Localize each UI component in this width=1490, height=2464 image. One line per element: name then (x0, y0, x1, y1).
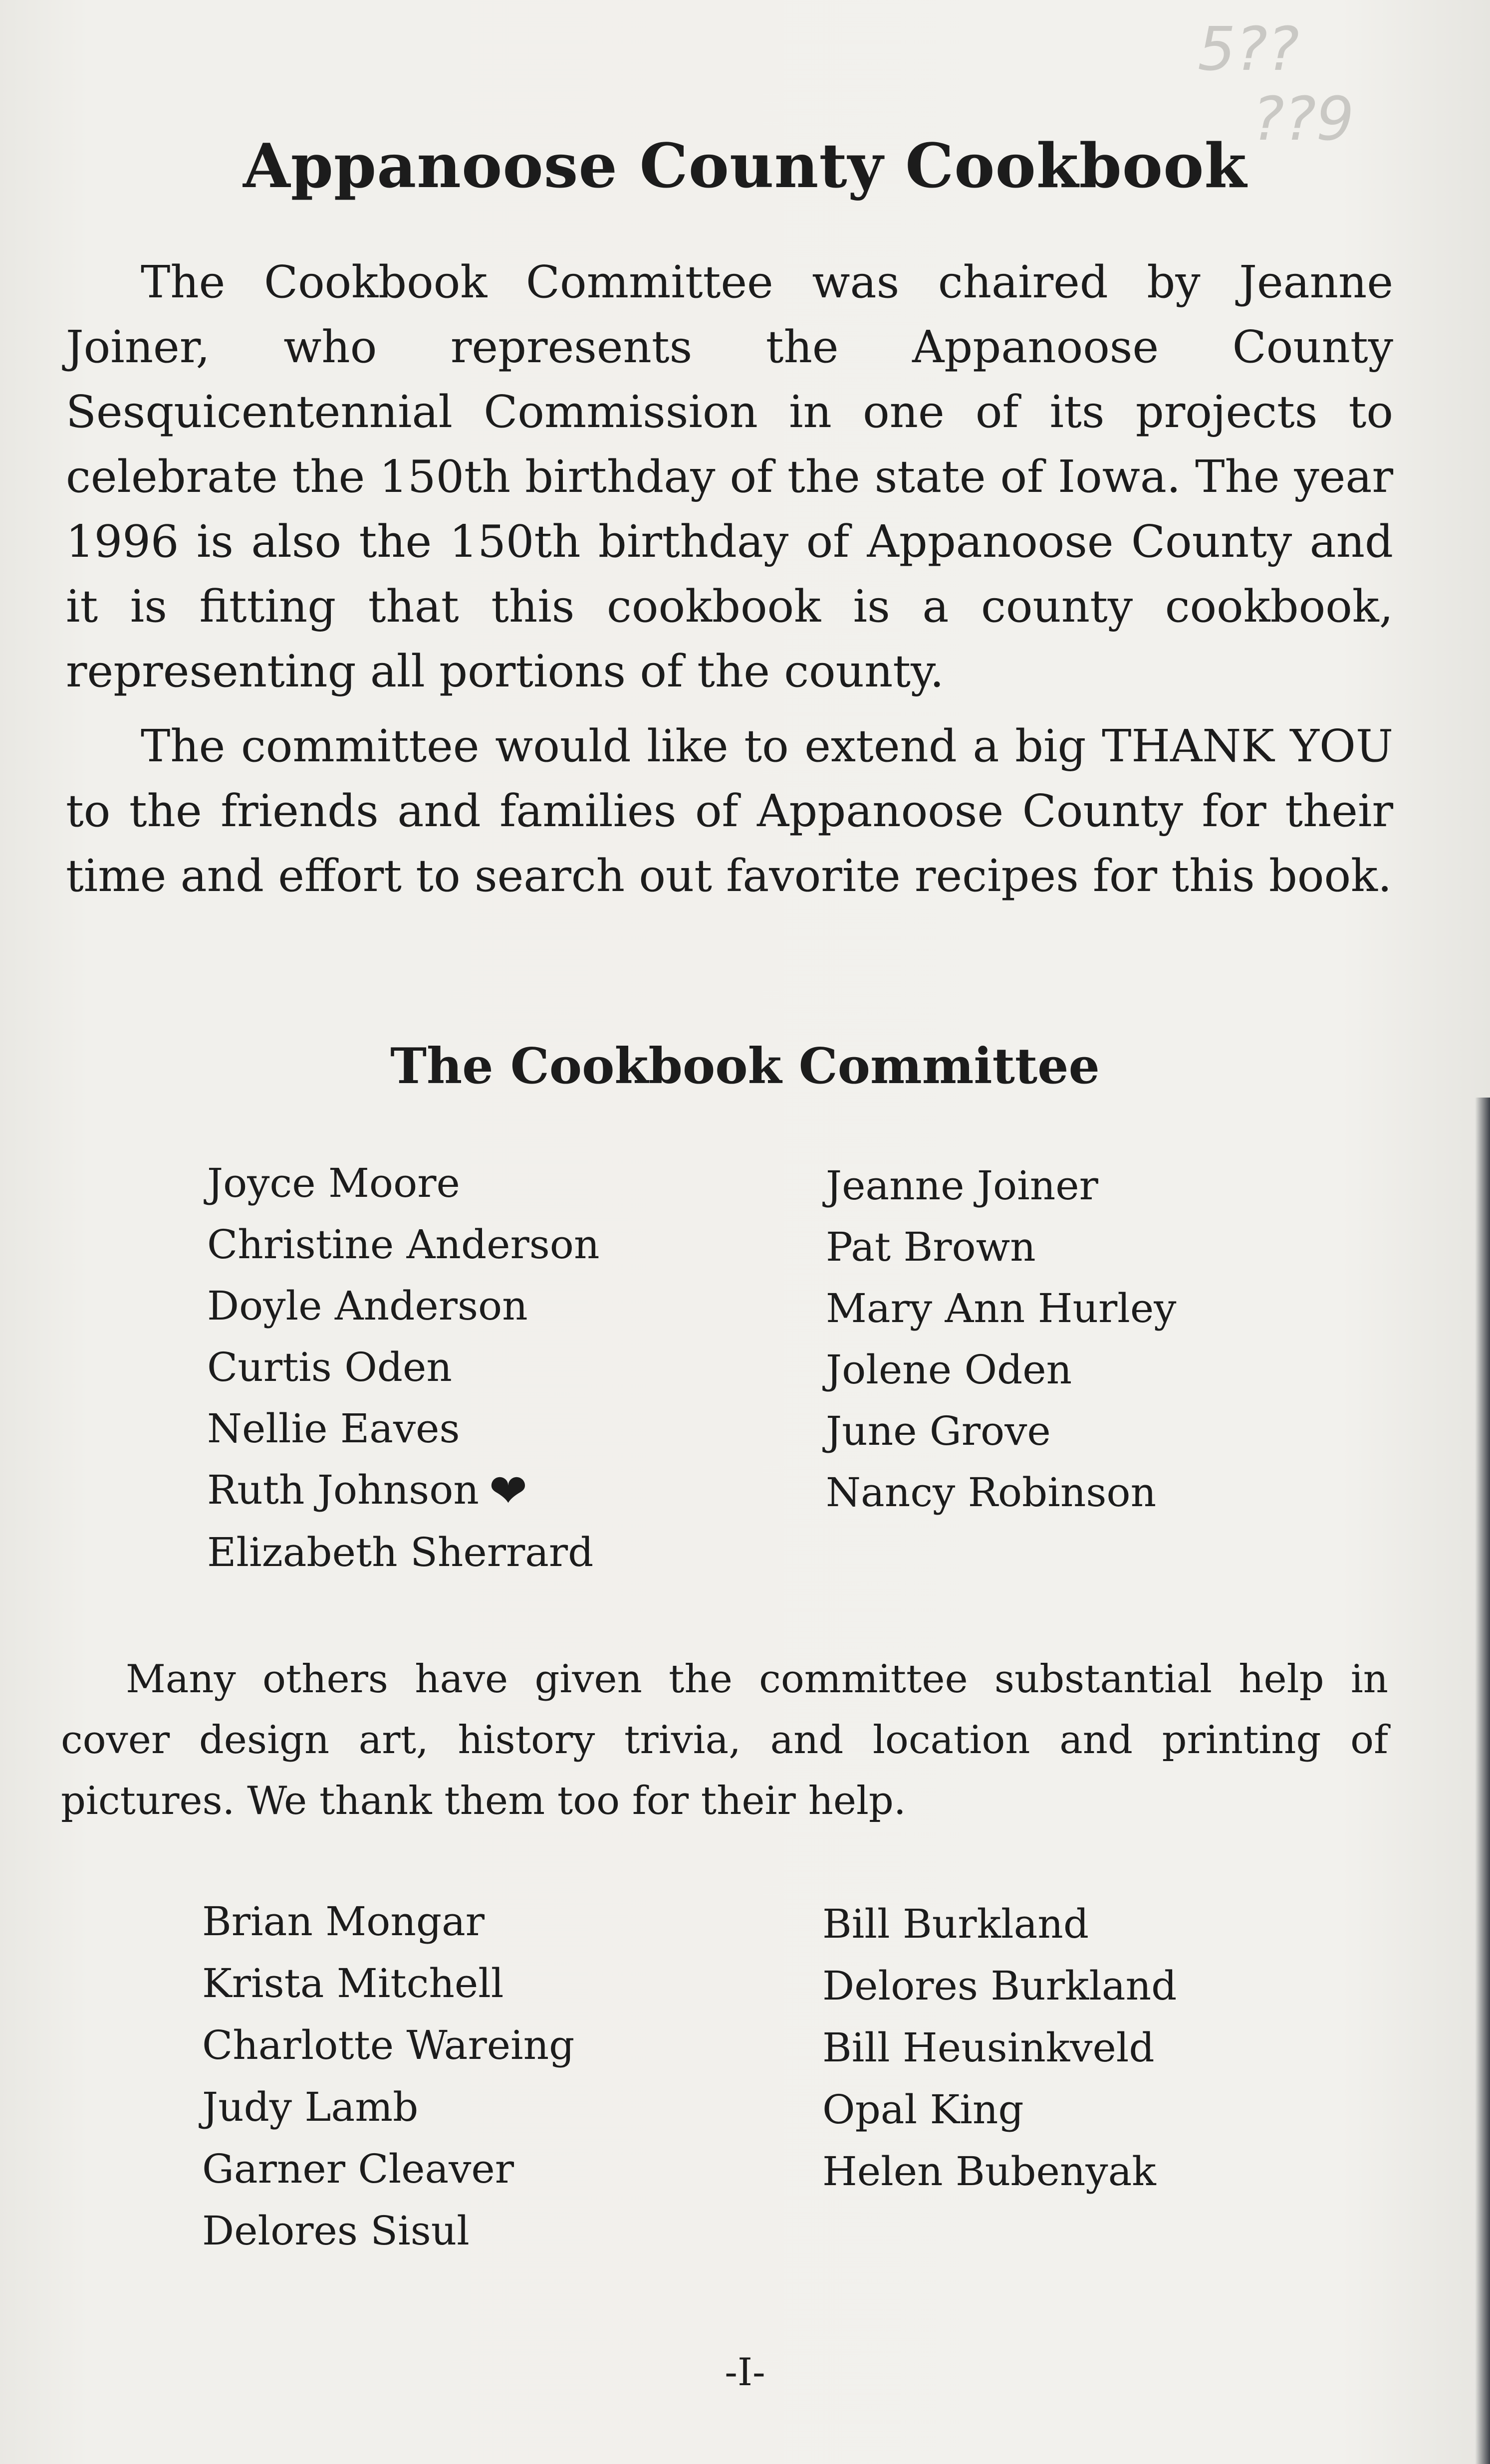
intro-paragraph: The committee would like to extend a big THANK YOU to the friends and families of Appanoose County for their time and effort to search out favorite recipes for this book. (66, 720, 1393, 901)
committee-list-right (826, 1155, 1425, 1523)
acknowledgement-paragraph: Many others have given the committee substantial help in cover design art, history trivia, and location and printing of pictures. We thank them too for their help. (61, 1657, 1388, 1823)
committee-list-left (207, 1152, 806, 1583)
committee-member: Jolene Oden (826, 1346, 1072, 1393)
committee-member: Jeanne Joiner (826, 1162, 1098, 1209)
committee-member: Doyle Anderson (207, 1283, 528, 1329)
committee-member: June Grove (826, 1408, 1051, 1454)
committee-member: Mary Ann Hurley (826, 1285, 1177, 1332)
committee-member-with-heart (207, 1459, 806, 1522)
intro-paragraph: The Cookbook Committee was chaired by Jeanne Joiner, who represents the Appanoose County Sesquicentennial Commission in one of its projects to celebrate the 150th birthday of the state of Iowa. The year 1996 is also the 150th birthday of Appanoose County and it is fitting that this cookbook is a county cookbook, representing all portions of the county. (66, 256, 1393, 697)
committee-heading: The Cookbook Committee (390, 1038, 1100, 1095)
helpers-list-right (822, 1893, 1421, 2203)
committee-member: Christine Anderson (207, 1221, 600, 1268)
committee-member: Pat Brown (826, 1224, 1036, 1270)
heart-icon: ❤ (489, 1464, 527, 1518)
helper-name: Garner Cleaver (202, 2146, 514, 2192)
pencil-mark: ??9 (1252, 85, 1354, 154)
helpers-list-left (202, 1891, 801, 2262)
intro-text (66, 249, 1393, 918)
page-edge-shadow (1475, 1098, 1490, 2464)
helper-name: Helen Bubenyak (822, 2148, 1156, 2195)
helper-name: Bill Burkland (822, 1901, 1089, 1947)
helper-name: Charlotte Wareing (202, 2022, 575, 2068)
page-title: Appanoose County Cookbook (243, 130, 1247, 202)
helper-name: Bill Heusinkveld (822, 2024, 1155, 2071)
helper-name: Judy Lamb (202, 2084, 419, 2130)
committee-member: Elizabeth Sherrard (207, 1529, 594, 1575)
pencil-annotation (1198, 15, 1407, 154)
helper-name: Delores Burkland (822, 1963, 1177, 2009)
committee-member: Ruth Johnson (207, 1467, 479, 1513)
committee-member: Nancy Robinson (826, 1469, 1157, 1516)
acknowledgement-text (61, 1649, 1388, 1831)
committee-member: Curtis Oden (207, 1344, 452, 1390)
helper-name: Delores Sisul (202, 2208, 470, 2254)
committee-member: Joyce Moore (207, 1160, 460, 1206)
helper-name: Brian Mongar (202, 1898, 485, 1945)
helper-name: Krista Mitchell (202, 1960, 504, 2007)
helper-name: Opal King (822, 2086, 1024, 2133)
committee-member: Nellie Eaves (207, 1405, 460, 1452)
pencil-mark: 5?? (1198, 15, 1299, 84)
page-number: -I- (725, 2350, 765, 2394)
